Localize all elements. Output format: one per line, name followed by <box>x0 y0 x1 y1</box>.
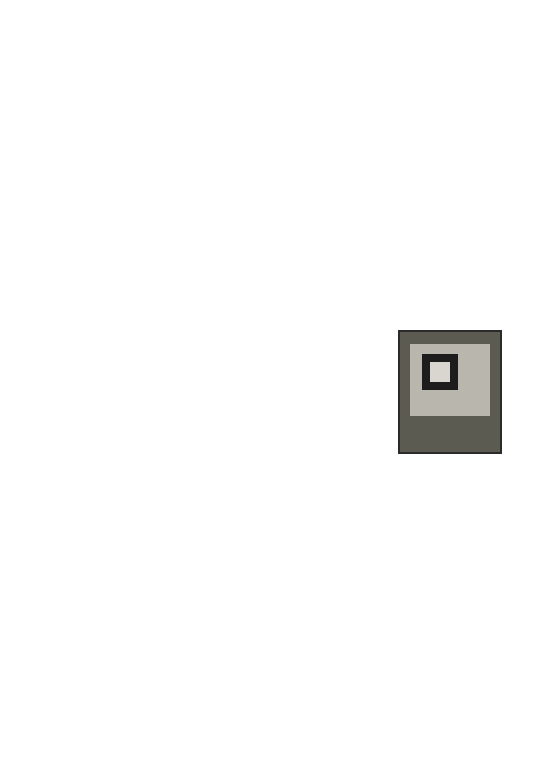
gauss-stamp-image <box>398 330 502 454</box>
ball-pyramid-top-view <box>402 500 522 612</box>
ball-pyramid-front-view <box>290 515 400 610</box>
